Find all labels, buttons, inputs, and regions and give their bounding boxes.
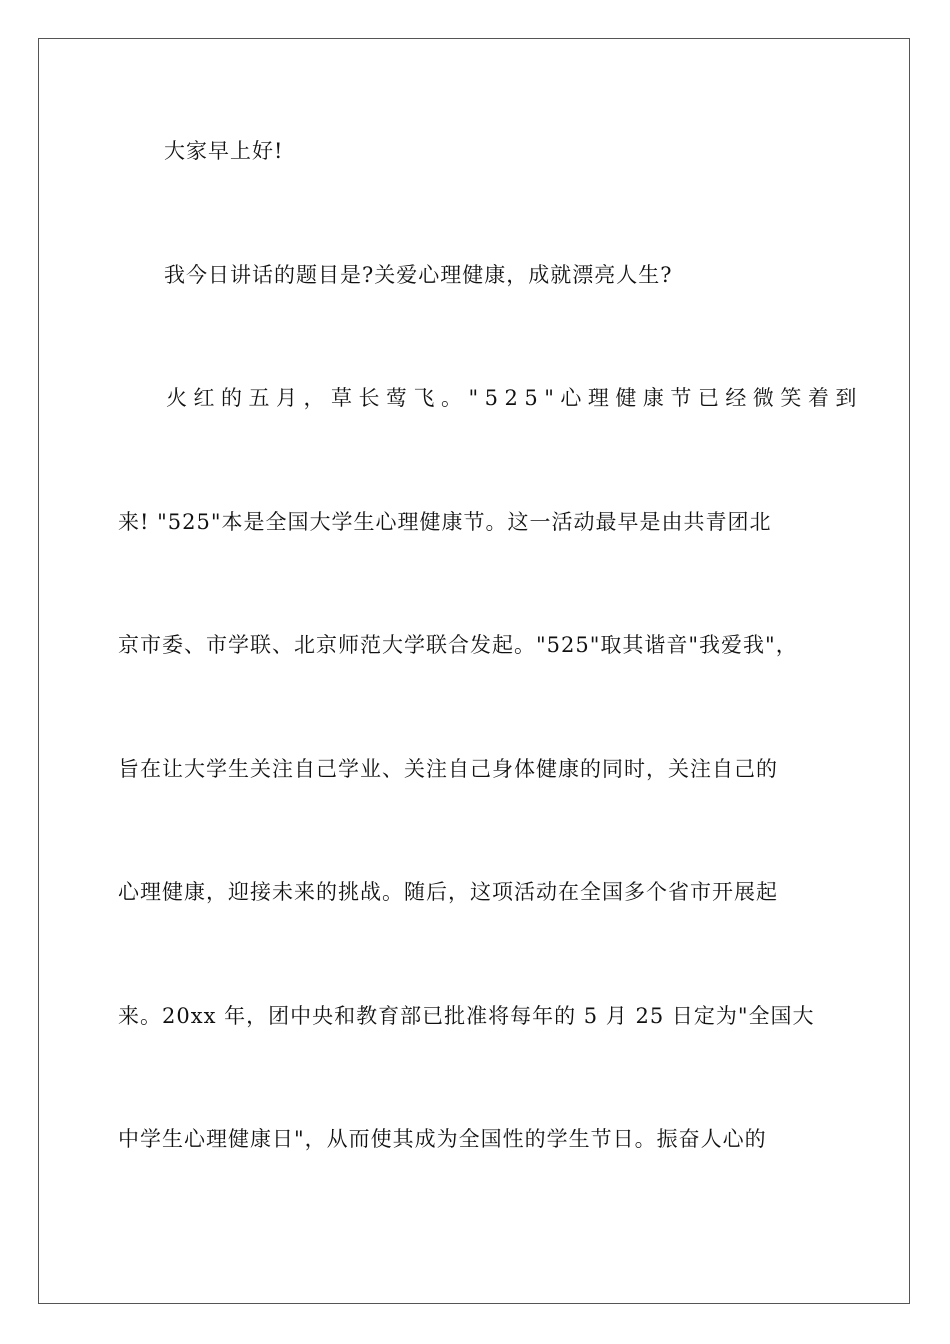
speech-title-line: 我今日讲话的题目是?关爱心理健康，成就漂亮人生? [164,263,673,287]
paragraph-line-1: 火红的五月，草长莺飞。"525"心理健康节已经微笑着到 [166,386,863,410]
greeting-line: 大家早上好! [164,139,284,163]
paragraph-line-2: 来! "525"本是全国大学生心理健康节。这一活动最早是由共青团北 [118,510,772,534]
page-border [38,38,910,1304]
paragraph-line-3: 京市委、市学联、北京师范大学联合发起。"525"取其谐音"我爱我"， [118,633,798,657]
paragraph-line-5: 心理健康，迎接未来的挑战。随后，这项活动在全国多个省市开展起 [118,880,778,904]
paragraph-line-7: 中学生心理健康日"，从而使其成为全国性的学生节日。振奋人心的 [118,1127,767,1151]
paragraph-line-4: 旨在让大学生关注自己学业、关注自己身体健康的同时，关注自己的 [118,757,778,781]
paragraph-line-6: 来。20xx 年，团中央和教育部已批准将每年的 5 月 25 日定为"全国大 [118,1004,815,1028]
